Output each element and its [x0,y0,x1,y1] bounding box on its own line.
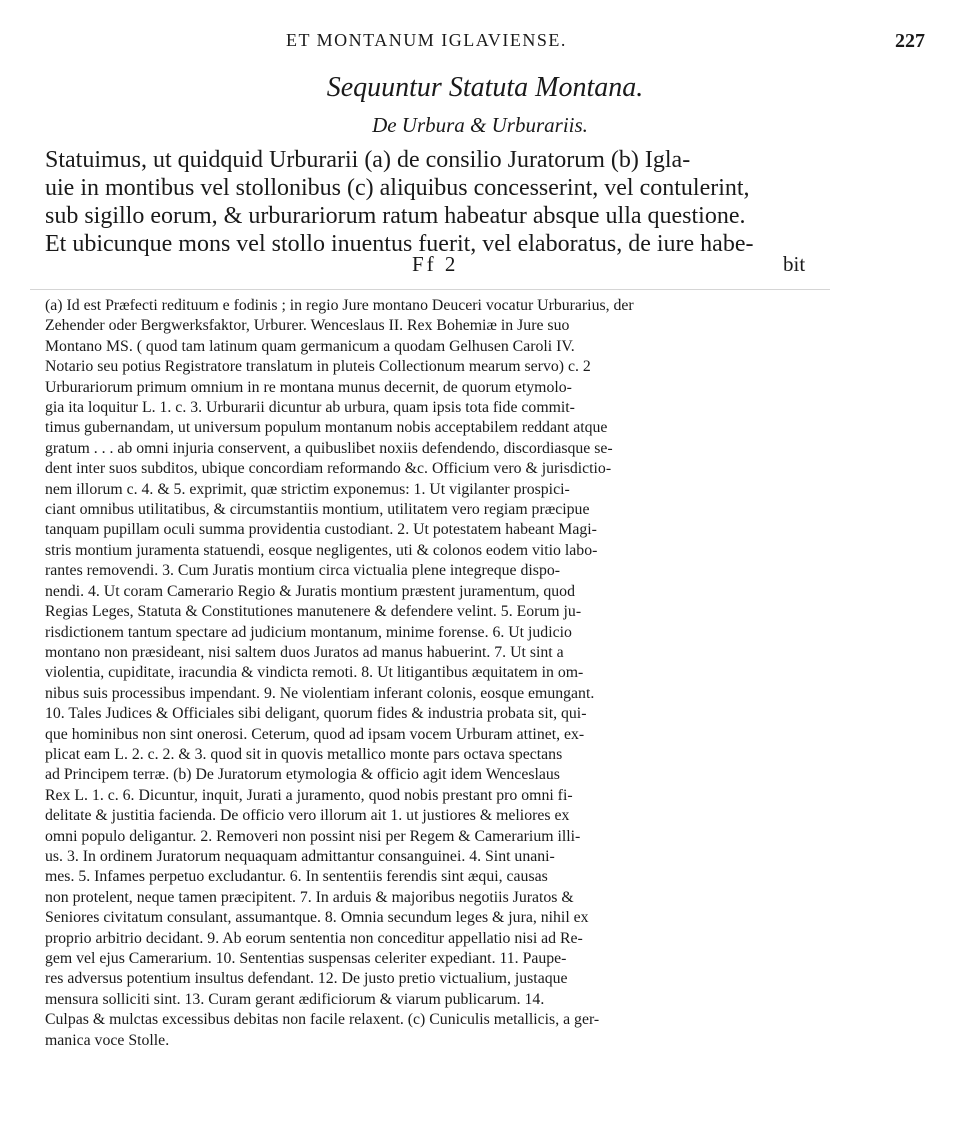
footnote-line: Culpas & mulctas excessibus debitas non facile relaxent. (c) Cuniculis metallicis, a ger- [45,1011,600,1029]
footnote-line: risdictionem tantum spectare ad judicium montanum, minime forense. 6. Ut judicio [45,623,572,641]
footnote-line: Rex L. 1. c. 6. Dicuntur, inquit, Jurati a juramento, quod nobis prestant pro omni fi- [45,786,573,804]
footnote-line: Regias Leges, Statuta & Constitutiones manutenere & defendere velint. 5. Eorum ju- [45,603,582,621]
footnote-line: gem vel ejus Camerarium. 10. Sententias suspensas celeriter expediant. 11. Paupe- [45,950,567,967]
footnote-line: Zehender oder Bergwerksfaktor, Urburer. Wenceslaus II. Rex Bohemiæ in Jure suo [45,317,570,335]
footnote-line: stris montium juramenta statuendi, eosque negligentes, uti & colonos eodem vitio labo- [45,541,598,559]
footnote-line: timus gubernandam, ut universum populum montanum nobis acceptabilem reddant atque [45,419,608,437]
footnote-line: violentia, cupiditate, iracundia & vindicta remoti. 8. Ut litigantibus æquitatem in om- [45,664,584,682]
page-number: 227 [895,30,925,52]
footnote-line: tanquam pupillam oculi summa providentia custodiant. 2. Ut potestatem habeant Magi- [45,521,597,539]
footnote-line: omni populo deligantur. 2. Removeri non possint nisi per Regem & Camerarium illi- [45,827,581,845]
footnote-line: Seniores civitatum consulant, assumantque. 8. Omnia secundum leges & jura, nihil ex [45,909,589,927]
footnote-line: gia ita loquitur L. 1. c. 3. Urburarii dicuntur ab urbura, quam ipsis tota fide commit- [45,399,575,417]
footnote-line: Notario seu potius Registratore translatum in pluteis Collectionum mearum servo) c. 2 [45,358,591,376]
footnote-line: rantes removendi. 3. Cum Juratis montium circa victualia plene integreque dispo- [45,562,561,580]
footnote-line: dent inter suos subditos, ubique concordiam reformando &c. Officium vero & jurisdictio- [45,460,612,478]
footnote-divider [30,289,830,290]
footnote-line: delitate & justitia facienda. De officio vero illorum ait 1. ut justiores & meliores ex [45,807,570,825]
footnote-line: ad Principem terræ. (b) De Juratorum etymologia & officio agit idem Wenceslaus [45,766,560,784]
section-subtitle: De Urbura & Urburariis. [372,113,588,137]
footnote-line: Urburariorum primum omnium in re montana munus decernit, de quorum etymolo- [45,378,572,396]
footnote-line: non protelent, neque tamen præcipitent. 7. In arduis & majoribus negotiis Juratos & [45,888,574,906]
footnote-line: nem illorum c. 4. & 5. exprimit, quæ strictim exponemus: 1. Ut vigilanter prospici- [45,480,570,498]
text-line: uie in montibus vel stollonibus (c) aliquibus concesserint, vel contulerint, [45,175,750,201]
footnote-line: plicat eam L. 2. c. 2. & 3. quod sit in quovis metallico monte pars octava spectans [45,745,563,763]
running-head: ET MONTANUM IGLAVIENSE. [286,30,567,50]
catchword: bit [783,252,806,276]
footnote-line: proprio arbitrio decidant. 9. Ab eorum sententia non conceditur appellatio nisi ad Re- [45,929,583,947]
footnote-line: Montano MS. ( quod tam latinum quam germanicum a quodam Gelhusen Caroli IV. [45,337,575,355]
footnote-line: us. 3. In ordinem Juratorum nequaquam admittantur consanguinei. 4. Sint unani- [45,847,555,865]
footnote-line: res adversus potentium insultus defendant. 12. De justo pretio victualium, justaque [45,970,568,988]
gathering-signature: Ff 2 [412,252,459,276]
footnote-line: nendi. 4. Ut coram Camerario Regio & Juratis montium præstent juramentum, quod [45,582,575,600]
footnote-line: ciant omnibus utilitatibus, & circumstantiis montium, utilitatem vero regiam præcipue [45,501,590,519]
footnote-line: que hominibus non sint onerosi. Ceterum, quod ad ipsam vocem Urburam attinet, ex- [45,725,585,743]
section-title: Sequuntur Statuta Montana. [326,72,644,103]
footnote-line: (a) Id est Præfecti redituum e fodinis ; in regio Jure montano Deuceri vocatur Urburarius, der [45,297,634,314]
footnote-line: manica voce Stolle. [45,1031,170,1049]
footnotes [45,296,827,1051]
footnote-line: 10. Tales Judices & Officiales sibi deligant, quorum fides & industria probata sit, qui- [45,705,587,723]
statute-text [45,146,825,258]
text-line: Et ubicunque mons vel stollo inuentus fuerit, vel elaboratus, de iure habe- [45,231,754,257]
footnote-line: montano non præsideant, nisi saltem duos Juratos ad manus habuerint. 7. Ut sint a [45,643,564,661]
text-line: sub sigillo eorum, & urburariorum ratum habeatur absque ulla questione. [45,203,746,229]
footnote-line: mensura solliciti sint. 13. Curam gerant ædificiorum & viarum publicarum. 14. [45,990,545,1008]
footnote-line: gratum . . . ab omni injuria conservent, a quibuslibet noxiis defendendo, discordiasque se- [45,439,613,457]
text-line: Statuimus, ut quidquid Urburarii (a) de consilio Juratorum (b) Igla- [45,147,691,173]
footnote-line: nibus suis processibus impendant. 9. Ne violentiam inferant colonis, eosque emungant. [45,684,595,702]
footnote-line: mes. 5. Infames perpetuo excludantur. 6. In sententiis ferendis sint æqui, causas [45,868,548,886]
